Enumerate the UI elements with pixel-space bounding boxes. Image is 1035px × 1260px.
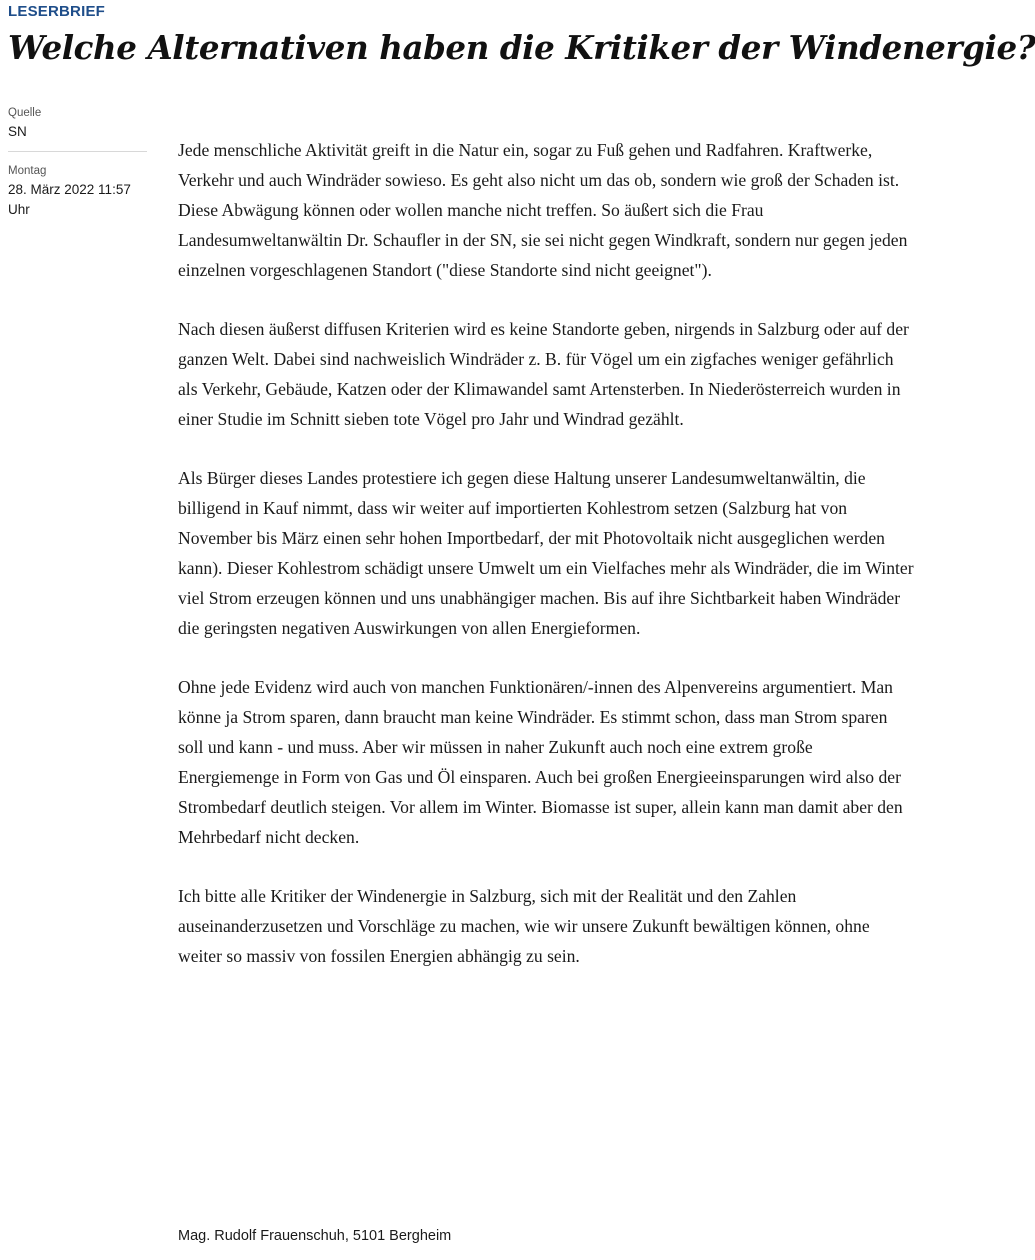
author-signature: Mag. Rudolf Frauenschuh, 5101 Bergheim <box>178 1228 452 1244</box>
date-block <box>8 164 147 220</box>
article-kicker: LESERBRIEF <box>8 3 106 20</box>
date-label: Montag <box>8 165 47 177</box>
article-paragraph: Als Bürger dieses Landes protestiere ich gegen diese Haltung unserer Landesumweltanwältin, die billigend in Kauf nimmt, dass wir weiter auf importierten Kohlestrom setzen (Salzburg hat von November bis März einen sehr hohen Importbedarf, der mit Photovoltaik nicht ausgeglichen werden kann). Dieser Kohlestrom schädigt unsere Umwelt um ein Vielfaches mehr als Windräder, die im Winter viel Strom erzeugen können und uns unabhängiger machen. Bis auf ihre Sichtbarkeit haben Windräder die geringsten negativen Auswirkungen von allen Energieformen. <box>178 468 914 638</box>
article-headline: Welche Alternativen haben die Kritiker der Windenergie? <box>8 28 1035 67</box>
article-paragraph: Ich bitte alle Kritiker der Windenergie in Salzburg, sich mit der Realität und den Zahlen auseinanderzusetzen und Vorschläge zu machen, wie wir unsere Zukunft bewältigen können, ohne weiter so massiv von fossilen Energien abhängig zu sein. <box>178 886 870 966</box>
article-body <box>178 135 914 1000</box>
date-value: 28. März 2022 11:57 Uhr <box>8 182 131 217</box>
source-label: Quelle <box>8 107 42 119</box>
source-value: SN <box>8 124 27 139</box>
article-meta <box>8 106 147 220</box>
article-paragraph: Nach diesen äußerst diffusen Kriterien wird es keine Standorte geben, nirgends in Salzburg oder auf der ganzen Welt. Dabei sind nachweislich Windräder z. B. für Vögel um ein zigfaches weniger gefährlich als Verkehr, Gebäude, Katzen oder der Klimawandel samt Artensterben. In Niederösterreich wurden in einer Studie im Schnitt sieben tote Vögel pro Jahr und Windrad gezählt. <box>178 319 909 429</box>
source-block <box>8 106 147 152</box>
article-paragraph: Ohne jede Evidenz wird auch von manchen Funktionären/-innen des Alpenvereins argumentiert. Man könne ja Strom sparen, dann braucht man keine Windräder. Es stimmt schon, dass man Strom sparen soll und kann - und muss. Aber wir müssen in naher Zukunft auch noch eine extrem große Energiemenge in Form von Gas und Öl einsparen. Auch bei großen Energieeinsparungen wird also der Strombedarf deutlich steigen. Vor allem im Winter. Biomasse ist super, allein kann man damit aber den Mehrbedarf nicht decken. <box>178 677 903 847</box>
article-paragraph: Jede menschliche Aktivität greift in die Natur ein, sogar zu Fuß gehen und Radfahren. Kraftwerke, Verkehr und auch Windräder sowieso. Es geht also nicht um das ob, sondern wie groß der Schaden ist. Diese Abwägung können oder wollen manche nicht treffen. So äußert sich die Frau Landesumweltanwältin Dr. Schaufler in der SN, sie sei nicht gegen Windkraft, sondern nur gegen jeden einzelnen vorgeschlagenen Standort ("diese Standorte sind nicht geeignet"). <box>178 140 908 280</box>
